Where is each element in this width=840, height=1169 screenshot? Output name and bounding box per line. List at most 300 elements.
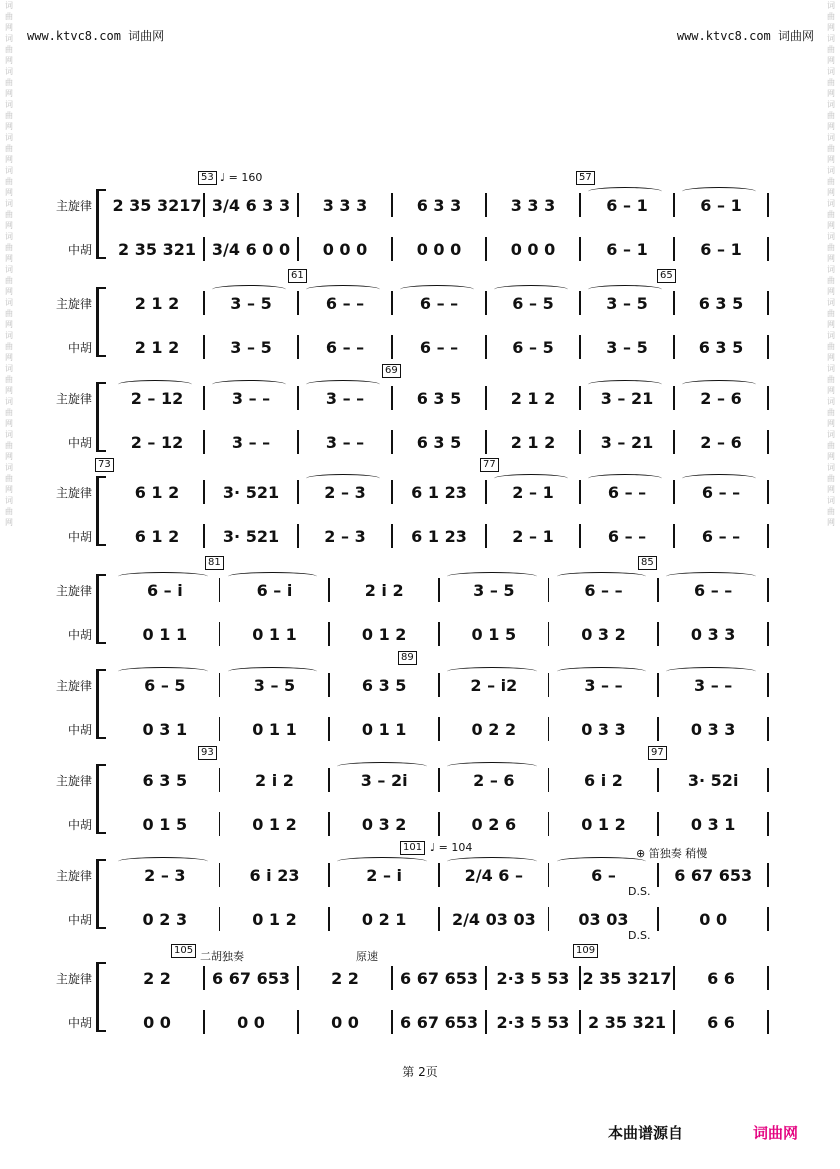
barline — [657, 578, 659, 602]
barline — [438, 863, 440, 887]
barline — [767, 480, 769, 504]
slur-mark — [118, 667, 208, 676]
measure-second: 3 – – — [231, 432, 271, 452]
barline — [767, 237, 769, 261]
measure-main: 2 – 6 — [473, 770, 515, 790]
measure-number: 81 — [205, 556, 224, 570]
measure-number: 89 — [398, 651, 417, 665]
measure-second: 2 1 2 — [134, 337, 180, 357]
barline — [673, 966, 675, 990]
measure-second: 0 1 1 — [361, 719, 407, 739]
side-watermark-right: 词曲网词曲网词曲网词曲网词曲网词曲网词曲网词曲网词曲网词曲网词曲网词曲网词曲网词曲网词曲网词曲网 — [827, 1, 835, 527]
measure-main: 6 67 653 — [674, 865, 753, 885]
instrument-label-main: 主旋律 — [55, 584, 92, 598]
slur-mark — [557, 667, 647, 676]
barline — [328, 622, 330, 646]
measure-main: 6 i 23 — [249, 865, 300, 885]
measure-main: 6 – 1 — [606, 195, 648, 215]
barline — [391, 335, 393, 359]
measure-main: 6 i 2 — [584, 770, 623, 790]
measure-second: 0 1 5 — [142, 814, 188, 834]
barline — [297, 480, 299, 504]
measure-main: 6 – i — [146, 580, 183, 600]
measure-main: 2 35 3217 — [582, 968, 672, 988]
header-site-right: www.ktvc8.com 词曲网 — [676, 29, 814, 43]
instrument-label-second: 中胡 — [67, 1016, 92, 1030]
measure-second: 0 1 1 — [252, 624, 297, 644]
measure-second: 0 0 0 — [322, 239, 368, 259]
measure-second: 6 3 5 — [698, 337, 744, 357]
barline — [328, 578, 330, 602]
tempo-marking: ♩ = 160 — [220, 171, 263, 184]
source-brand: 词曲网 — [753, 1124, 799, 1142]
barline — [548, 907, 550, 931]
measure-second: 6 – – — [607, 526, 647, 546]
barline — [438, 622, 440, 646]
barline — [579, 335, 581, 359]
system-bracket — [96, 669, 106, 739]
barline — [203, 430, 205, 454]
instrument-label-main: 主旋律 — [55, 869, 92, 883]
measure-main: 6 – 5 — [512, 293, 554, 313]
measure-main: 6 3 5 — [416, 388, 462, 408]
measure-second: 0 2 3 — [142, 909, 188, 929]
barline — [767, 193, 769, 217]
measure-main: 6 67 653 — [212, 968, 290, 988]
measure-second: 0 1 2 — [361, 624, 407, 644]
barline — [657, 622, 659, 646]
measure-main: 6 – – — [584, 580, 623, 600]
measure-main: 3 – 21 — [600, 388, 654, 408]
measure-second: 2 – 3 — [324, 526, 366, 546]
tempo-marking: ♩ = 104 — [430, 841, 473, 854]
measure-main: 6 – — [591, 865, 616, 885]
measure-number: 105 — [171, 944, 196, 958]
measure-second: 2 – 6 — [700, 432, 742, 452]
measure-number: 73 — [95, 458, 114, 472]
measure-main: 3 – 2i — [360, 770, 408, 790]
instrument-label-second: 中胡 — [67, 436, 92, 450]
slur-mark — [557, 857, 647, 866]
measure-main: 3 3 3 — [510, 195, 556, 215]
barline — [438, 717, 440, 741]
measure-second: 6 1 2 — [134, 526, 180, 546]
measure-second: 6 1 23 — [411, 526, 467, 546]
measure-second: 0 1 2 — [252, 909, 297, 929]
measure-second: 0 0 0 — [416, 239, 462, 259]
measure-second: 0 1 2 — [252, 814, 297, 834]
side-watermark-left: 词曲网词曲网词曲网词曲网词曲网词曲网词曲网词曲网词曲网词曲网词曲网词曲网词曲网词曲网词曲网词曲网 — [5, 1, 13, 527]
measure-second: 0 3 2 — [581, 624, 626, 644]
system-bracket — [96, 287, 106, 357]
barline — [328, 812, 330, 836]
measure-main: 2·3 5 53 — [496, 968, 570, 988]
slur-mark — [447, 857, 537, 866]
barline — [579, 291, 581, 315]
measure-main: 6 – – — [325, 293, 365, 313]
measure-main: 2 35 3217 — [112, 195, 202, 215]
barline — [673, 193, 675, 217]
barline — [219, 863, 221, 887]
barline — [485, 193, 487, 217]
barline — [328, 863, 330, 887]
instrument-label-second: 中胡 — [67, 913, 92, 927]
barline — [767, 966, 769, 990]
measure-main: 6 67 653 — [400, 968, 478, 988]
barline — [673, 291, 675, 315]
barline — [297, 291, 299, 315]
instrument-label-second: 中胡 — [67, 628, 92, 642]
slur-mark — [306, 474, 380, 483]
barline — [203, 1010, 205, 1034]
measure-main: 3 – 5 — [606, 293, 648, 313]
measure-number: 93 — [198, 746, 217, 760]
barline — [657, 768, 659, 792]
measure-main: 3· 521 — [222, 482, 280, 502]
barline — [391, 237, 393, 261]
barline — [579, 386, 581, 410]
barline — [203, 237, 205, 261]
barline — [767, 863, 769, 887]
instrument-label-main: 主旋律 — [55, 774, 92, 788]
barline — [767, 717, 769, 741]
instrument-label-main: 主旋律 — [55, 199, 92, 213]
barline — [673, 1010, 675, 1034]
measure-second: 0 3 1 — [142, 719, 188, 739]
barline — [438, 812, 440, 836]
measure-second: 0 2 1 — [361, 909, 407, 929]
measure-second: 3/4 6 0 0 — [211, 239, 291, 259]
measure-main: 6 – 1 — [700, 195, 742, 215]
slur-mark — [682, 380, 756, 389]
measure-main: 2 2 — [143, 968, 171, 988]
slur-mark — [228, 572, 318, 581]
barline — [579, 966, 581, 990]
measure-second: 0 2 2 — [471, 719, 517, 739]
measure-main: 2 i 2 — [255, 770, 294, 790]
instrument-label-main: 主旋律 — [55, 297, 92, 311]
barline — [297, 430, 299, 454]
measure-second: 0 3 1 — [690, 814, 736, 834]
measure-number: 57 — [576, 171, 595, 185]
measure-second: 0 1 5 — [471, 624, 517, 644]
barline — [328, 673, 330, 697]
measure-second: 0 3 2 — [361, 814, 407, 834]
measure-main: 6 3 5 — [698, 293, 744, 313]
barline — [548, 673, 550, 697]
barline — [328, 907, 330, 931]
instrument-label-main: 主旋律 — [55, 392, 92, 406]
barline — [579, 524, 581, 548]
measure-second: 2 – 1 — [512, 526, 554, 546]
barline — [297, 335, 299, 359]
barline — [203, 335, 205, 359]
barline — [485, 524, 487, 548]
barline — [203, 386, 205, 410]
slur-mark — [588, 187, 662, 196]
instrument-label-main: 主旋律 — [55, 679, 92, 693]
barline — [485, 237, 487, 261]
barline — [391, 524, 393, 548]
measure-number: 69 — [382, 364, 401, 378]
measure-main: 6 – i — [256, 580, 293, 600]
measure-main: 3 – – — [325, 388, 365, 408]
measure-number: 65 — [657, 269, 676, 283]
barline — [548, 768, 550, 792]
ds-marking: D.S. — [628, 885, 651, 898]
instrument-label-second: 中胡 — [67, 818, 92, 832]
measure-main: 3· 52i — [687, 770, 739, 790]
measure-main: 2/4 6 – — [464, 865, 524, 885]
slur-mark — [306, 285, 380, 294]
barline — [485, 966, 487, 990]
measure-number: 61 — [288, 269, 307, 283]
barline — [485, 430, 487, 454]
barline — [673, 430, 675, 454]
barline — [767, 622, 769, 646]
slur-mark — [666, 572, 756, 581]
barline — [485, 386, 487, 410]
system-bracket — [96, 962, 106, 1032]
measure-number: 109 — [573, 944, 598, 958]
barline — [657, 907, 659, 931]
measure-main: 2 – i2 — [470, 675, 518, 695]
instrument-label-second: 中胡 — [67, 530, 92, 544]
instrument-label-second: 中胡 — [67, 243, 92, 257]
measure-main: 2 – i — [366, 865, 403, 885]
measure-second: 3 – 5 — [606, 337, 648, 357]
measure-main: 3 – – — [584, 675, 623, 695]
measure-second: 6 – 1 — [700, 239, 742, 259]
barline — [548, 622, 550, 646]
barline — [438, 578, 440, 602]
measure-second: 6 3 5 — [416, 432, 462, 452]
measure-second: 3· 521 — [222, 526, 280, 546]
slur-mark — [557, 572, 647, 581]
system-bracket — [96, 476, 106, 546]
barline — [219, 768, 221, 792]
measure-second: 2·3 5 53 — [496, 1012, 570, 1032]
instrument-label-second: 中胡 — [67, 723, 92, 737]
measure-main: 2 – 1 — [512, 482, 554, 502]
slur-mark — [337, 857, 427, 866]
solo-annotation: ⊕ 笛独奏 稍慢 — [636, 847, 708, 860]
barline — [391, 291, 393, 315]
measure-number: 77 — [480, 458, 499, 472]
measure-number: 85 — [638, 556, 657, 570]
measure-second: 3 – 21 — [600, 432, 654, 452]
system-bracket — [96, 764, 106, 834]
barline — [767, 812, 769, 836]
measure-second: 6 6 — [707, 1012, 735, 1032]
measure-second: 0 0 0 — [510, 239, 556, 259]
barline — [485, 335, 487, 359]
measure-second: 2 1 2 — [510, 432, 556, 452]
barline — [485, 291, 487, 315]
measure-main: 2 1 2 — [510, 388, 556, 408]
slur-mark — [494, 285, 568, 294]
measure-second: 0 1 1 — [142, 624, 188, 644]
barline — [767, 907, 769, 931]
tempo-return-annotation: 原速 — [356, 950, 378, 963]
measure-second: 0 3 3 — [690, 719, 736, 739]
barline — [297, 193, 299, 217]
slur-mark — [447, 667, 537, 676]
measure-second: 0 0 — [699, 909, 728, 929]
barline — [767, 335, 769, 359]
measure-main: 2 i 2 — [364, 580, 404, 600]
slur-mark — [118, 857, 208, 866]
barline — [548, 812, 550, 836]
measure-second: 0 0 — [237, 1012, 265, 1032]
measure-second: 6 – – — [701, 526, 741, 546]
measure-second: 3 – – — [325, 432, 365, 452]
measure-main: 6 – – — [419, 293, 459, 313]
slur-mark — [447, 762, 537, 771]
slur-mark — [337, 762, 427, 771]
barline — [297, 386, 299, 410]
measure-main: 6 – – — [701, 482, 741, 502]
barline — [673, 524, 675, 548]
measure-second: 2 35 321 — [118, 239, 196, 259]
barline — [219, 812, 221, 836]
measure-second: 03 03 — [578, 909, 629, 929]
measure-number: 101 — [400, 841, 425, 855]
barline — [438, 673, 440, 697]
barline — [657, 863, 659, 887]
barline — [548, 863, 550, 887]
measure-main: 3 – – — [694, 675, 733, 695]
instrument-label-second: 中胡 — [67, 341, 92, 355]
measure-main: 3 – 5 — [473, 580, 515, 600]
barline — [767, 1010, 769, 1034]
barline — [579, 1010, 581, 1034]
barline — [673, 386, 675, 410]
measure-second: 0 0 — [143, 1012, 171, 1032]
measure-main: 2 1 2 — [134, 293, 180, 313]
barline — [767, 386, 769, 410]
slur-mark — [400, 285, 474, 294]
barline — [219, 907, 221, 931]
barline — [438, 907, 440, 931]
instrument-label-main: 主旋律 — [55, 486, 92, 500]
measure-second: 0 1 2 — [581, 814, 626, 834]
measure-number: 53 — [198, 171, 217, 185]
barline — [203, 291, 205, 315]
measure-second: 6 – – — [325, 337, 365, 357]
page-number: 第 2页 — [402, 1065, 438, 1079]
slur-mark — [682, 474, 756, 483]
barline — [297, 1010, 299, 1034]
measure-main: 2 – 6 — [700, 388, 742, 408]
barline — [297, 966, 299, 990]
measure-main: 3 – 5 — [253, 675, 296, 695]
measure-main: 6 – 5 — [144, 675, 186, 695]
barline — [673, 237, 675, 261]
slur-mark — [588, 474, 662, 483]
barline — [767, 430, 769, 454]
header-site-left: www.ktvc8.com 词曲网 — [27, 29, 165, 43]
erhu-solo-annotation: 二胡独奏 — [200, 950, 244, 963]
system-bracket — [96, 382, 106, 452]
measure-main: 3 – 5 — [230, 293, 272, 313]
barline — [328, 717, 330, 741]
measure-second: 0 2 6 — [471, 814, 517, 834]
measure-second: 2 – 12 — [130, 432, 184, 452]
slur-mark — [494, 474, 568, 483]
measure-main: 2 – 3 — [144, 865, 186, 885]
slur-mark — [228, 667, 318, 676]
measure-main: 6 3 3 — [416, 195, 462, 215]
measure-main: 6 3 5 — [361, 675, 407, 695]
barline — [485, 1010, 487, 1034]
slur-mark — [306, 380, 380, 389]
measure-main: 2 2 — [331, 968, 359, 988]
system-bracket — [96, 189, 106, 259]
barline — [548, 578, 550, 602]
barline — [767, 673, 769, 697]
measure-main: 3/4 6 3 3 — [211, 195, 291, 215]
barline — [579, 237, 581, 261]
slur-mark — [682, 187, 756, 196]
measure-second: 6 – – — [419, 337, 459, 357]
barline — [657, 717, 659, 741]
slur-mark — [588, 285, 662, 294]
barline — [203, 193, 205, 217]
barline — [297, 237, 299, 261]
slur-mark — [212, 285, 286, 294]
measure-main: 6 – – — [694, 580, 733, 600]
barline — [767, 524, 769, 548]
system-bracket — [96, 859, 106, 929]
measure-second: 6 – 1 — [606, 239, 648, 259]
barline — [203, 966, 205, 990]
barline — [391, 966, 393, 990]
measure-main: 3 – – — [231, 388, 271, 408]
measure-main: 3 3 3 — [322, 195, 368, 215]
measure-main: 6 3 5 — [142, 770, 188, 790]
barline — [485, 480, 487, 504]
barline — [767, 291, 769, 315]
measure-main: 6 1 23 — [411, 482, 467, 502]
barline — [219, 673, 221, 697]
instrument-label-main: 主旋律 — [55, 972, 92, 986]
measure-main: 6 – – — [607, 482, 647, 502]
ds-marking: D.S. — [628, 929, 651, 942]
barline — [579, 430, 581, 454]
barline — [391, 480, 393, 504]
barline — [767, 768, 769, 792]
barline — [297, 524, 299, 548]
barline — [328, 768, 330, 792]
barline — [548, 717, 550, 741]
barline — [219, 717, 221, 741]
slur-mark — [588, 380, 662, 389]
slur-mark — [447, 572, 537, 581]
barline — [219, 578, 221, 602]
measure-number: 97 — [648, 746, 667, 760]
measure-second: 0 0 — [331, 1012, 359, 1032]
barline — [767, 578, 769, 602]
measure-main: 6 6 — [707, 968, 735, 988]
measure-main: 2 – 12 — [130, 388, 184, 408]
measure-second: 0 1 1 — [252, 719, 297, 739]
barline — [391, 430, 393, 454]
measure-second: 0 3 3 — [690, 624, 736, 644]
measure-second: 2/4 03 03 — [451, 909, 536, 929]
barline — [203, 524, 205, 548]
barline — [673, 480, 675, 504]
